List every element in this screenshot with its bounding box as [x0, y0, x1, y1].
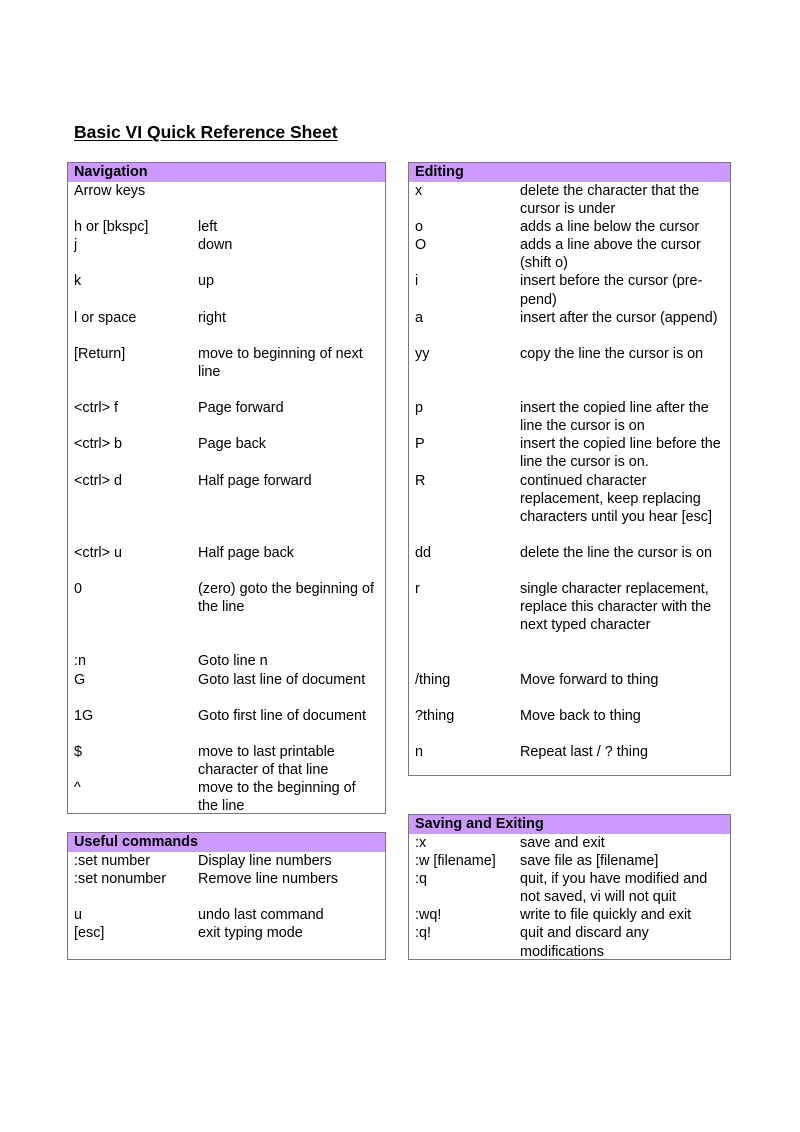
- command-desc: delete the line the cursor is on: [520, 544, 712, 561]
- table-row: [68, 671, 385, 707]
- table-row: [68, 779, 385, 815]
- command-desc: insert after the cursor (append): [520, 309, 718, 326]
- table-row: [68, 924, 385, 942]
- table-row: [68, 906, 385, 924]
- command-key: [Return]: [74, 345, 126, 362]
- editing-section: [408, 162, 731, 776]
- command-key: 1G: [74, 707, 94, 724]
- page-title: Basic VI Quick Reference Sheet: [74, 122, 338, 142]
- command-desc: Remove line numbers: [198, 871, 338, 888]
- table-row: [409, 743, 730, 761]
- command-desc: move to beginning of next line: [198, 345, 363, 380]
- table-row: [68, 236, 385, 272]
- command-desc: copy the line the cursor is on: [520, 345, 704, 362]
- command-key: yy: [415, 345, 430, 362]
- table-row: [68, 707, 385, 743]
- command-key: [esc]: [74, 925, 105, 942]
- command-key: h or [bkspc]: [74, 219, 149, 236]
- table-row: [409, 924, 730, 960]
- command-desc: delete the character that the cursor is under: [520, 183, 700, 218]
- table-row: [68, 399, 385, 435]
- command-key: r: [415, 581, 420, 598]
- table-row: [68, 743, 385, 779]
- command-key: <ctrl> b: [74, 436, 122, 453]
- command-desc: up: [198, 273, 215, 290]
- command-desc: move to last printable character of that line: [198, 743, 335, 779]
- command-key: R: [415, 472, 426, 489]
- command-key: :w [filename]: [415, 853, 496, 870]
- table-row: [409, 236, 730, 272]
- command-key: :x: [415, 835, 427, 851]
- command-desc: adds a line above the cursor (shift o): [520, 237, 701, 272]
- command-key: j: [74, 237, 78, 254]
- command-key: a: [415, 309, 424, 326]
- command-key: :q: [415, 871, 428, 888]
- table-row: [409, 182, 730, 218]
- command-desc: continued character replacement, keep replacing characters until you hear [esc]: [520, 472, 712, 525]
- command-key: x: [415, 183, 423, 199]
- command-desc: Display line numbers: [198, 853, 332, 869]
- command-key: :q!: [415, 925, 431, 942]
- table-row: [68, 272, 385, 308]
- command-key: p: [415, 400, 424, 417]
- command-desc: insert the copied line before the line the cursor is on.: [520, 436, 721, 471]
- table-row: [409, 544, 730, 580]
- table-row: [409, 870, 730, 906]
- table-row: [409, 580, 730, 671]
- command-key: k: [74, 273, 82, 290]
- navigation-section: [67, 162, 386, 814]
- command-key: P: [415, 436, 425, 453]
- table-row: [409, 309, 730, 345]
- saving-exiting-heading: Saving and Exiting: [409, 815, 730, 834]
- command-desc: Repeat last / ? thing: [520, 743, 648, 760]
- table-row: [409, 272, 730, 308]
- command-desc: (zero) goto the beginning of the line: [198, 581, 375, 616]
- command-desc: Move forward to thing: [520, 671, 659, 688]
- command-desc: exit typing mode: [198, 925, 303, 942]
- command-key: :set number: [74, 853, 150, 869]
- table-row: [68, 870, 385, 906]
- useful-commands-heading: Useful commands: [68, 833, 385, 852]
- command-key: :set nonumber: [74, 871, 166, 888]
- command-key: dd: [415, 544, 432, 561]
- navigation-heading: Navigation: [68, 163, 385, 182]
- command-desc: [198, 182, 385, 200]
- table-row: [409, 345, 730, 399]
- table-row: [68, 345, 385, 399]
- useful-commands-section: [67, 832, 386, 960]
- command-desc: Goto first line of document: [198, 707, 366, 724]
- command-key: <ctrl> u: [74, 544, 122, 561]
- command-desc: Half page back: [198, 544, 294, 561]
- table-row: [68, 544, 385, 580]
- editing-heading: Editing: [409, 163, 730, 182]
- command-key: :wq!: [415, 907, 442, 924]
- command-key: :n: [74, 653, 87, 670]
- command-key: $: [74, 743, 83, 760]
- command-key: n: [415, 743, 424, 760]
- command-desc: Goto line n: [198, 653, 268, 670]
- table-row: [68, 309, 385, 345]
- table-row: [409, 906, 730, 924]
- saving-exiting-section: [408, 814, 731, 960]
- command-key: ^: [74, 780, 81, 797]
- table-row: [409, 834, 730, 852]
- table-row: [68, 472, 385, 544]
- command-key: i: [415, 273, 419, 290]
- command-desc: insert the copied line after the line the cursor is on: [520, 400, 709, 435]
- command-desc: Page forward: [198, 400, 284, 417]
- command-key: u: [74, 907, 83, 924]
- command-key: l or space: [74, 309, 137, 326]
- table-row: [409, 852, 730, 870]
- command-desc: move to the beginning of the line: [198, 780, 356, 815]
- command-desc: Page back: [198, 436, 267, 453]
- command-desc: insert before the cursor (pre-pend): [520, 273, 703, 308]
- table-row: [409, 472, 730, 544]
- table-row: [68, 580, 385, 652]
- command-key: O: [415, 237, 427, 254]
- command-key: /thing: [415, 671, 451, 688]
- command-desc: write to file quickly and exit: [520, 907, 692, 924]
- table-row: [409, 707, 730, 743]
- command-desc: single character replacement, replace this character with the next typed character: [520, 581, 712, 634]
- command-desc: right: [198, 309, 226, 326]
- command-desc: quit and discard any modifications: [520, 925, 649, 960]
- command-desc: undo last command: [198, 907, 324, 924]
- command-desc: left: [198, 219, 218, 236]
- table-row: [409, 671, 730, 707]
- table-row: [409, 399, 730, 435]
- table-row: [68, 435, 385, 471]
- command-desc: adds a line below the cursor: [520, 219, 700, 236]
- command-desc: Half page forward: [198, 472, 312, 489]
- command-desc: Move back to thing: [520, 707, 641, 724]
- command-desc: save file as [filename]: [520, 853, 659, 870]
- command-key: Arrow keys: [74, 183, 146, 199]
- command-desc: quit, if you have modified and not saved, vi will not quit: [520, 871, 708, 906]
- command-desc: Goto last line of document: [198, 671, 366, 688]
- command-key: G: [74, 671, 86, 688]
- table-row: [68, 852, 385, 870]
- command-key: <ctrl> d: [74, 472, 122, 489]
- table-row: [409, 435, 730, 471]
- table-row: [68, 218, 385, 236]
- command-key: <ctrl> f: [74, 400, 118, 417]
- command-desc: down: [198, 237, 233, 254]
- table-row: [68, 182, 385, 200]
- command-key: ?thing: [415, 707, 455, 724]
- table-row: [409, 218, 730, 236]
- command-key: o: [415, 219, 424, 236]
- command-desc: save and exit: [520, 835, 605, 851]
- table-row: [68, 652, 385, 670]
- command-key: 0: [74, 581, 83, 598]
